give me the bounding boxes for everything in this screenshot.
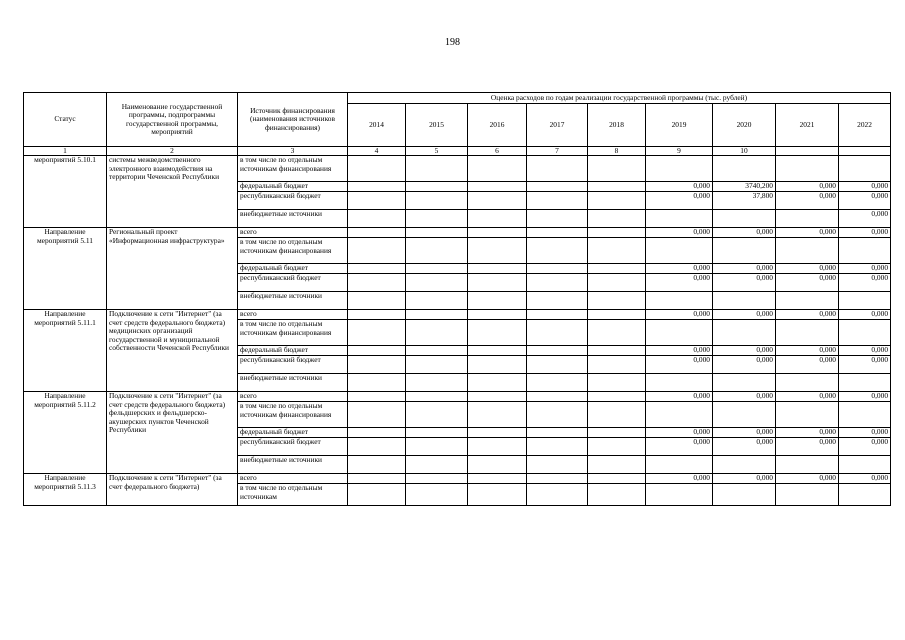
value-cell bbox=[406, 292, 468, 310]
value-cell bbox=[348, 292, 406, 310]
value-cell bbox=[776, 320, 839, 346]
value-cell: 0,000 bbox=[776, 392, 839, 402]
table-row bbox=[24, 392, 891, 402]
value-cell bbox=[588, 228, 646, 238]
value-cell: 0,000 bbox=[713, 474, 776, 484]
value-cell bbox=[406, 238, 468, 264]
value-cell bbox=[348, 192, 406, 210]
funding-source-cell: республиканский бюджет bbox=[238, 274, 348, 292]
value-cell bbox=[406, 210, 468, 228]
value-cell bbox=[468, 192, 527, 210]
value-cell: 0,000 bbox=[646, 438, 713, 456]
value-cell bbox=[588, 474, 646, 484]
funding-source-cell: республиканский бюджет bbox=[238, 438, 348, 456]
value-cell bbox=[588, 356, 646, 374]
value-cell bbox=[646, 156, 713, 182]
value-cell bbox=[527, 428, 588, 438]
value-cell bbox=[839, 156, 891, 182]
value-cell bbox=[839, 402, 891, 428]
value-cell bbox=[713, 456, 776, 474]
value-cell bbox=[646, 456, 713, 474]
value-cell bbox=[406, 182, 468, 192]
value-cell: 0,000 bbox=[839, 192, 891, 210]
value-cell bbox=[646, 484, 713, 506]
value-cell bbox=[468, 474, 527, 484]
funding-source-cell: внебюджетные источники bbox=[238, 292, 348, 310]
column-index-cell: 7 bbox=[527, 147, 588, 156]
value-cell: 0,000 bbox=[713, 438, 776, 456]
value-cell bbox=[527, 320, 588, 346]
value-cell bbox=[527, 156, 588, 182]
value-cell: 0,000 bbox=[776, 310, 839, 320]
year-header: 2020 bbox=[713, 104, 776, 147]
value-cell bbox=[406, 192, 468, 210]
value-cell: 0,000 bbox=[839, 274, 891, 292]
program-name-cell: системы межведомственного электронного взаимодействия на территории Чеченской Республики bbox=[107, 156, 238, 228]
value-cell bbox=[468, 392, 527, 402]
value-cell bbox=[348, 320, 406, 346]
budget-table bbox=[23, 92, 891, 506]
status-cell: Направление мероприятий 5.11.2 bbox=[24, 392, 107, 474]
value-cell: 0,000 bbox=[839, 228, 891, 238]
value-cell bbox=[588, 156, 646, 182]
value-cell: 0,000 bbox=[776, 228, 839, 238]
value-cell bbox=[713, 374, 776, 392]
value-cell: 0,000 bbox=[776, 474, 839, 484]
value-cell: 3740,200 bbox=[713, 182, 776, 192]
value-cell bbox=[776, 292, 839, 310]
value-cell bbox=[348, 238, 406, 264]
column-index-cell bbox=[776, 147, 839, 156]
status-cell: Направление мероприятий 5.11.3 bbox=[24, 474, 107, 506]
value-cell bbox=[713, 484, 776, 506]
value-cell bbox=[348, 356, 406, 374]
value-cell bbox=[348, 438, 406, 456]
value-cell bbox=[713, 238, 776, 264]
funding-source-cell: республиканский бюджет bbox=[238, 356, 348, 374]
value-cell bbox=[839, 484, 891, 506]
value-cell bbox=[468, 484, 527, 506]
value-cell: 0,000 bbox=[646, 428, 713, 438]
column-index-cell: 9 bbox=[646, 147, 713, 156]
value-cell bbox=[839, 456, 891, 474]
status-header: Статус bbox=[24, 93, 107, 147]
value-cell bbox=[406, 484, 468, 506]
value-cell bbox=[348, 474, 406, 484]
funding-source-cell: всего bbox=[238, 228, 348, 238]
value-cell bbox=[527, 374, 588, 392]
value-cell bbox=[588, 438, 646, 456]
value-cell bbox=[468, 456, 527, 474]
year-header: 2014 bbox=[348, 104, 406, 147]
value-cell bbox=[406, 156, 468, 182]
funding-source-cell: внебюджетные источники bbox=[238, 210, 348, 228]
value-cell bbox=[348, 402, 406, 428]
value-cell bbox=[527, 456, 588, 474]
value-cell bbox=[406, 456, 468, 474]
value-cell bbox=[468, 238, 527, 264]
value-cell: 0,000 bbox=[713, 310, 776, 320]
value-cell bbox=[527, 182, 588, 192]
value-cell bbox=[588, 374, 646, 392]
column-index-cell: 6 bbox=[468, 147, 527, 156]
value-cell bbox=[588, 320, 646, 346]
value-cell bbox=[527, 228, 588, 238]
column-index-cell: 2 bbox=[107, 147, 238, 156]
funding-source-cell: в том числе по отдельным источникам финансирования bbox=[238, 238, 348, 264]
value-cell bbox=[348, 182, 406, 192]
table-row bbox=[24, 474, 891, 484]
value-cell bbox=[406, 346, 468, 356]
value-cell bbox=[588, 210, 646, 228]
column-index-cell: 1 bbox=[24, 147, 107, 156]
column-index-cell: 5 bbox=[406, 147, 468, 156]
value-cell bbox=[588, 238, 646, 264]
value-cell bbox=[406, 228, 468, 238]
value-cell bbox=[839, 292, 891, 310]
value-cell bbox=[588, 484, 646, 506]
table-body bbox=[24, 156, 891, 506]
value-cell bbox=[646, 238, 713, 264]
value-cell bbox=[646, 374, 713, 392]
value-cell bbox=[406, 392, 468, 402]
value-cell: 0,000 bbox=[839, 210, 891, 228]
value-cell bbox=[776, 374, 839, 392]
value-cell bbox=[527, 274, 588, 292]
value-cell bbox=[406, 356, 468, 374]
value-cell bbox=[348, 264, 406, 274]
funding-source-cell: федеральный бюджет bbox=[238, 182, 348, 192]
funding-source-cell: федеральный бюджет bbox=[238, 264, 348, 274]
funding-source-cell: республиканский бюджет bbox=[238, 192, 348, 210]
value-cell: 37,800 bbox=[713, 192, 776, 210]
value-cell: 0,000 bbox=[646, 474, 713, 484]
value-cell bbox=[348, 274, 406, 292]
value-cell: 0,000 bbox=[776, 356, 839, 374]
value-cell bbox=[468, 156, 527, 182]
value-cell: 0,000 bbox=[776, 264, 839, 274]
value-cell: 0,000 bbox=[713, 346, 776, 356]
funding-source-cell: в том числе по отдельным источникам bbox=[238, 484, 348, 506]
value-cell bbox=[468, 292, 527, 310]
value-cell: 0,000 bbox=[839, 428, 891, 438]
estimate-header: Оценка расходов по годам реализации государственной программы (тыс. рублей) bbox=[348, 93, 891, 104]
column-index-cell: 8 bbox=[588, 147, 646, 156]
funding-source-cell: в том числе по отдельным источникам финансирования bbox=[238, 156, 348, 182]
value-cell bbox=[776, 210, 839, 228]
value-cell bbox=[406, 438, 468, 456]
value-cell: 0,000 bbox=[646, 228, 713, 238]
table-row bbox=[24, 228, 891, 238]
value-cell: 0,000 bbox=[776, 428, 839, 438]
year-header: 2016 bbox=[468, 104, 527, 147]
value-cell bbox=[527, 474, 588, 484]
value-cell: 0,000 bbox=[646, 264, 713, 274]
value-cell bbox=[406, 374, 468, 392]
value-cell bbox=[348, 428, 406, 438]
value-cell: 0,000 bbox=[839, 392, 891, 402]
value-cell bbox=[406, 428, 468, 438]
table-row bbox=[24, 310, 891, 320]
value-cell bbox=[713, 292, 776, 310]
value-cell bbox=[468, 374, 527, 392]
value-cell: 0,000 bbox=[713, 228, 776, 238]
value-cell bbox=[713, 210, 776, 228]
value-cell bbox=[468, 346, 527, 356]
column-index-cell: 4 bbox=[348, 147, 406, 156]
value-cell: 0,000 bbox=[776, 438, 839, 456]
value-cell: 0,000 bbox=[646, 192, 713, 210]
value-cell: 0,000 bbox=[839, 356, 891, 374]
funding-source-cell: внебюджетные источники bbox=[238, 456, 348, 474]
funding-source-cell: федеральный бюджет bbox=[238, 428, 348, 438]
funding-source-cell: всего bbox=[238, 310, 348, 320]
value-cell: 0,000 bbox=[713, 356, 776, 374]
value-cell bbox=[468, 356, 527, 374]
funding-source-cell: всего bbox=[238, 392, 348, 402]
value-cell: 0,000 bbox=[713, 264, 776, 274]
value-cell bbox=[839, 238, 891, 264]
table-row bbox=[24, 156, 891, 182]
value-cell bbox=[713, 156, 776, 182]
value-cell bbox=[406, 274, 468, 292]
value-cell bbox=[588, 310, 646, 320]
value-cell bbox=[527, 292, 588, 310]
value-cell: 0,000 bbox=[839, 310, 891, 320]
value-cell bbox=[527, 210, 588, 228]
column-index-cell: 10 bbox=[713, 147, 776, 156]
value-cell bbox=[527, 346, 588, 356]
value-cell: 0,000 bbox=[646, 392, 713, 402]
name-header: Наименование государственной программы, подпрограммы государственной программы, мероприятий bbox=[107, 93, 238, 147]
value-cell bbox=[406, 320, 468, 346]
value-cell: 0,000 bbox=[713, 274, 776, 292]
value-cell bbox=[646, 292, 713, 310]
funding-source-cell: в том числе по отдельным источникам финансирования bbox=[238, 320, 348, 346]
value-cell bbox=[468, 210, 527, 228]
value-cell bbox=[406, 264, 468, 274]
status-cell: мероприятий 5.10.1 bbox=[24, 156, 107, 228]
status-cell: Направление мероприятий 5.11.1 bbox=[24, 310, 107, 392]
year-header: 2015 bbox=[406, 104, 468, 147]
value-cell bbox=[646, 210, 713, 228]
value-cell bbox=[348, 392, 406, 402]
value-cell bbox=[776, 238, 839, 264]
value-cell bbox=[348, 228, 406, 238]
value-cell: 0,000 bbox=[713, 392, 776, 402]
value-cell bbox=[713, 402, 776, 428]
value-cell: 0,000 bbox=[839, 182, 891, 192]
year-header: 2021 bbox=[776, 104, 839, 147]
value-cell bbox=[588, 428, 646, 438]
program-name-cell: Подключение к сети "Интернет" (за счет средств федерального бюджета) медицинских организаций государственной и муниципальной собственности Чеченской Республики bbox=[107, 310, 238, 392]
value-cell: 0,000 bbox=[713, 428, 776, 438]
status-cell: Направление мероприятий 5.11 bbox=[24, 228, 107, 310]
value-cell bbox=[468, 182, 527, 192]
value-cell: 0,000 bbox=[646, 182, 713, 192]
value-cell bbox=[348, 374, 406, 392]
value-cell bbox=[646, 320, 713, 346]
value-cell bbox=[646, 402, 713, 428]
value-cell bbox=[588, 192, 646, 210]
value-cell bbox=[527, 238, 588, 264]
funding-source-cell: внебюджетные источники bbox=[238, 374, 348, 392]
value-cell bbox=[406, 474, 468, 484]
value-cell bbox=[468, 228, 527, 238]
program-name-cell: Подключение к сети "Интернет" (за счет средств федерального бюджета) фельдшерских и фельдшерско-акушерских пунктов Чеченской Республики bbox=[107, 392, 238, 474]
value-cell bbox=[588, 264, 646, 274]
year-header: 2019 bbox=[646, 104, 713, 147]
column-index-cell bbox=[839, 147, 891, 156]
value-cell bbox=[468, 310, 527, 320]
value-cell bbox=[406, 402, 468, 428]
value-cell: 0,000 bbox=[839, 264, 891, 274]
value-cell bbox=[468, 438, 527, 456]
value-cell bbox=[839, 320, 891, 346]
value-cell: 0,000 bbox=[646, 346, 713, 356]
value-cell bbox=[588, 292, 646, 310]
value-cell bbox=[527, 438, 588, 456]
value-cell bbox=[348, 156, 406, 182]
program-name-cell: Региональный проект «Информационная инфраструктура» bbox=[107, 228, 238, 310]
value-cell bbox=[588, 456, 646, 474]
value-cell bbox=[468, 274, 527, 292]
value-cell: 0,000 bbox=[646, 274, 713, 292]
value-cell: 0,000 bbox=[839, 474, 891, 484]
value-cell bbox=[776, 456, 839, 474]
column-index-row bbox=[24, 147, 891, 156]
source-header: Источник финансирования (наименования источников финансирования) bbox=[238, 93, 348, 147]
year-header: 2022 bbox=[839, 104, 891, 147]
value-cell bbox=[588, 274, 646, 292]
value-cell: 0,000 bbox=[839, 346, 891, 356]
value-cell bbox=[348, 310, 406, 320]
value-cell bbox=[527, 484, 588, 506]
value-cell bbox=[527, 192, 588, 210]
value-cell: 0,000 bbox=[776, 274, 839, 292]
value-cell bbox=[468, 320, 527, 346]
value-cell: 0,000 bbox=[776, 346, 839, 356]
value-cell bbox=[527, 310, 588, 320]
value-cell: 0,000 bbox=[646, 356, 713, 374]
value-cell bbox=[468, 428, 527, 438]
value-cell bbox=[406, 310, 468, 320]
value-cell bbox=[588, 402, 646, 428]
value-cell bbox=[713, 320, 776, 346]
year-header: 2018 bbox=[588, 104, 646, 147]
value-cell bbox=[468, 264, 527, 274]
page-number: 198 bbox=[445, 37, 460, 48]
table-header bbox=[24, 93, 891, 156]
value-cell bbox=[348, 456, 406, 474]
value-cell bbox=[527, 392, 588, 402]
value-cell bbox=[348, 210, 406, 228]
funding-source-cell: федеральный бюджет bbox=[238, 346, 348, 356]
value-cell bbox=[588, 346, 646, 356]
value-cell bbox=[588, 182, 646, 192]
value-cell bbox=[839, 374, 891, 392]
value-cell bbox=[527, 356, 588, 374]
value-cell: 0,000 bbox=[776, 182, 839, 192]
value-cell bbox=[776, 484, 839, 506]
value-cell bbox=[776, 156, 839, 182]
value-cell bbox=[776, 402, 839, 428]
value-cell: 0,000 bbox=[776, 192, 839, 210]
funding-source-cell: в том числе по отдельным источникам финансирования bbox=[238, 402, 348, 428]
program-name-cell: Подключение к сети "Интернет" (за счет федерального бюджета) bbox=[107, 474, 238, 506]
column-index-cell: 3 bbox=[238, 147, 348, 156]
funding-source-cell: всего bbox=[238, 474, 348, 484]
value-cell bbox=[588, 392, 646, 402]
value-cell bbox=[468, 402, 527, 428]
value-cell bbox=[527, 402, 588, 428]
value-cell bbox=[348, 484, 406, 506]
year-header: 2017 bbox=[527, 104, 588, 147]
value-cell: 0,000 bbox=[646, 310, 713, 320]
value-cell bbox=[348, 346, 406, 356]
value-cell bbox=[527, 264, 588, 274]
value-cell: 0,000 bbox=[839, 438, 891, 456]
